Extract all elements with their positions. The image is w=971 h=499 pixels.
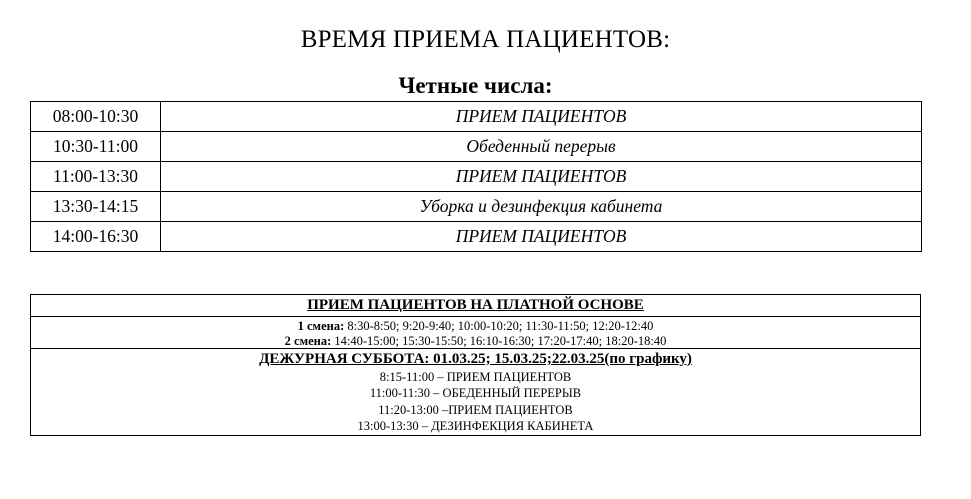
table-row — [31, 102, 922, 132]
activity-cell: ПРИЕМ ПАЦИЕНТОВ — [161, 222, 922, 252]
table-row — [31, 192, 922, 222]
time-cell: 14:00-16:30 — [31, 222, 161, 252]
table-row — [31, 222, 922, 252]
time-cell: 11:00-13:30 — [31, 162, 161, 192]
shifts-section — [31, 317, 920, 349]
schedule-table — [30, 101, 922, 252]
activity-cell: Уборка и дезинфекция кабинета — [161, 192, 922, 222]
page-title: ВРЕМЯ ПРИЕМА ПАЦИЕНТОВ: — [300, 26, 671, 53]
time-cell: 10:30-11:00 — [31, 132, 161, 162]
duty-saturday-section — [31, 349, 920, 434]
activity-cell: Обеденный перерыв — [161, 132, 922, 162]
shift-2-line — [31, 334, 920, 349]
duty-line: 11:20-13:00 –ПРИЕМ ПАЦИЕНТОВ — [378, 402, 573, 417]
table-row — [31, 132, 922, 162]
duty-line: 13:00-13:30 – ДЕЗИНФЕКЦИЯ КАБИНЕТА — [357, 418, 594, 433]
shift-1-label: 1 смена: — [297, 319, 345, 333]
shift-1-line — [31, 319, 920, 334]
activity-cell: ПРИЕМ ПАЦИЕНТОВ — [161, 102, 922, 132]
paid-header: ПРИЕМ ПАЦИЕНТОВ НА ПЛАТНОЙ ОСНОВЕ — [31, 295, 920, 317]
shift-2-times: 14:40-15:00; 15:30-15:50; 16:10-16:30; 17:20-17:40; 18:20-18:40 — [331, 333, 667, 348]
section-subtitle: Четные числа: — [398, 73, 553, 98]
duty-saturday-title: ДЕЖУРНАЯ СУББОТА: 01.03.25; 15.03.25;22.03.25(по графику) — [259, 351, 692, 367]
time-cell: 08:00-10:30 — [31, 102, 161, 132]
duty-line: 8:15-11:00 – ПРИЕМ ПАЦИЕНТОВ — [379, 370, 572, 384]
table-row — [31, 162, 922, 192]
time-cell: 13:30-14:15 — [31, 192, 161, 222]
shift-2-label: 2 смена: — [284, 333, 332, 348]
paid-services-box — [30, 294, 921, 436]
duty-line: 11:00-11:30 – ОБЕДЕННЫЙ ПЕРЕРЫВ — [369, 386, 582, 401]
activity-cell: ПРИЕМ ПАЦИЕНТОВ — [161, 162, 922, 192]
shift-1-times: 8:30-8:50; 9:20-9:40; 10:00-10:20; 11:30-11:50; 12:20-12:40 — [344, 319, 654, 333]
